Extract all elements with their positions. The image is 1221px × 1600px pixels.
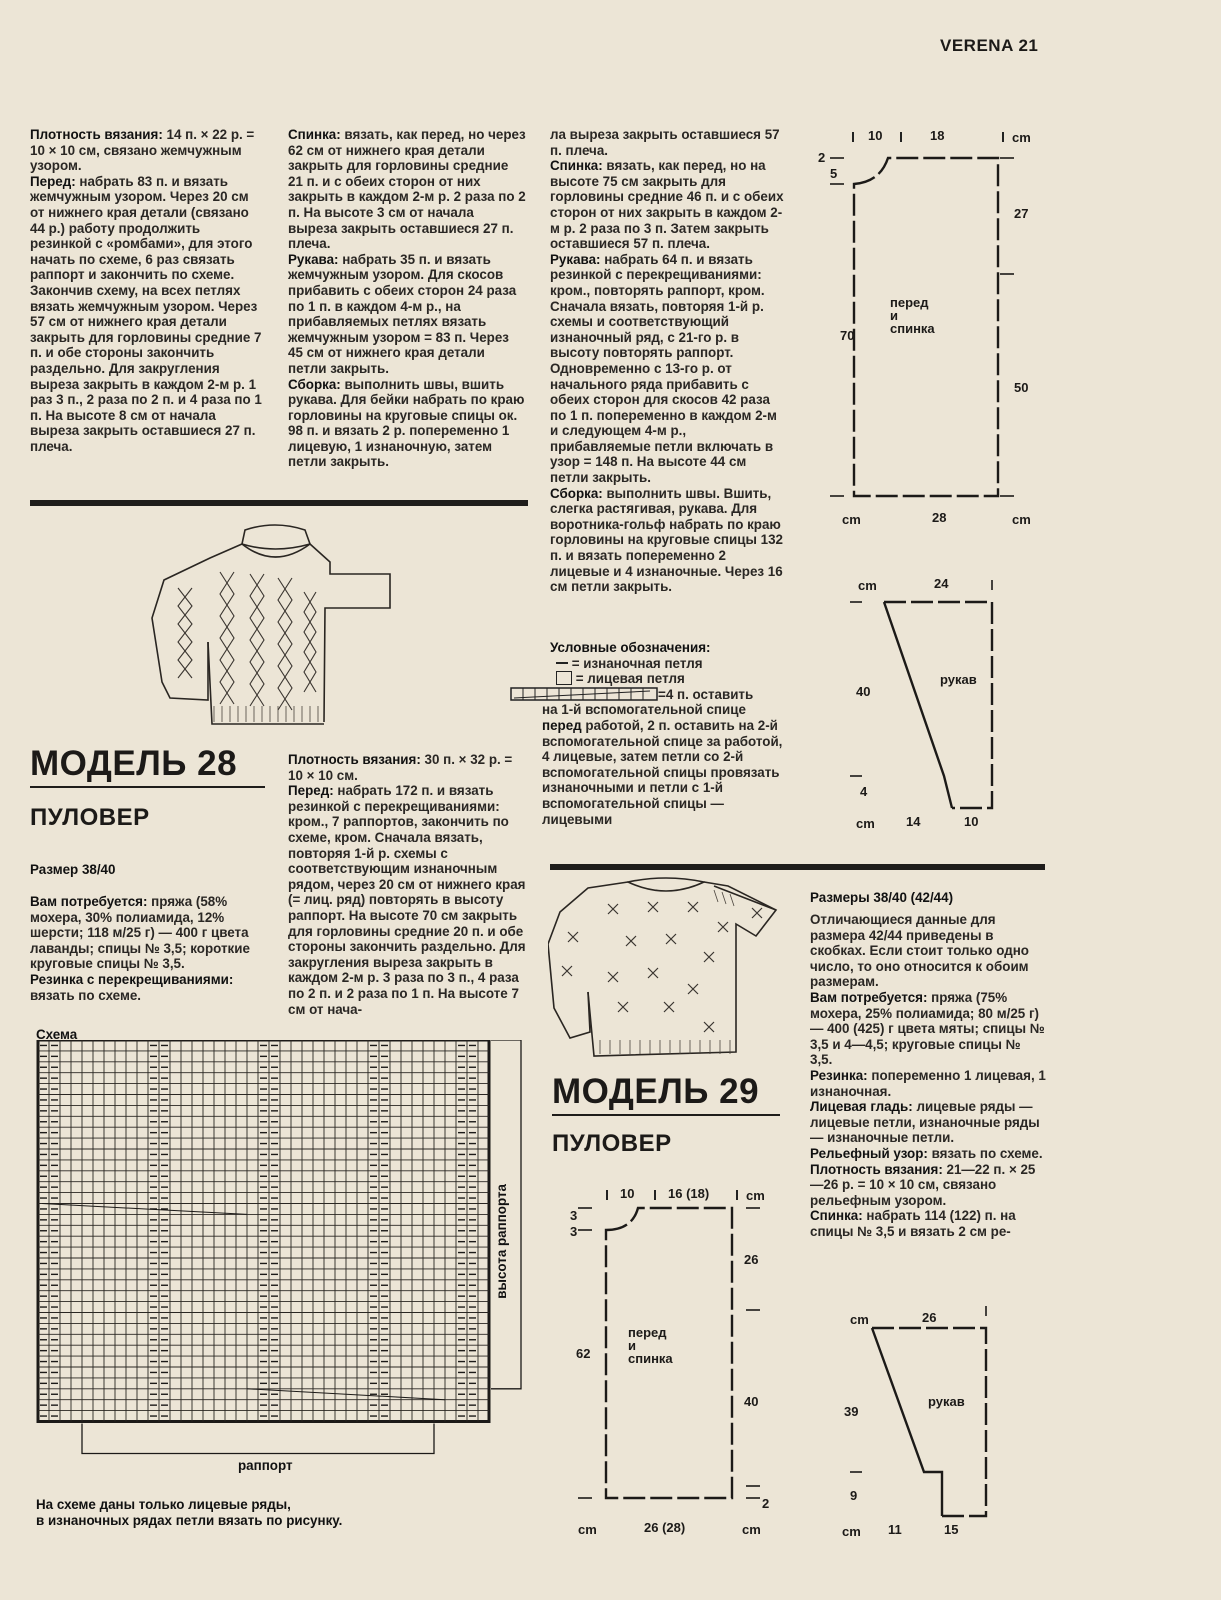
- paragraph-label: Перед:: [30, 173, 76, 189]
- paragraph-label: Вам потребуется:: [30, 894, 148, 909]
- d28s-left-40: 40: [856, 684, 871, 699]
- d28-top-18: 18: [930, 128, 945, 143]
- paragraph-text: выполнить швы. Вшить, слегка растягивая, рукава. Для воротника-гольф набрать по краю горловины на круговые спицы 132 п. и вязать попеременно 2 лицевые и 4 изнаночные. Через 16 см петли закрыть.: [550, 485, 783, 595]
- chart-note: [36, 1497, 342, 1528]
- paragraph-text: пряжа (58% мохера, 30% полиамида, 12% шерсти; 118 м/25 г) — 400 г цвета лаванды; спицы № 3,5; короткие круговые спицы № 3,5.: [30, 894, 250, 972]
- d28-bottom-cm-left: cm: [842, 512, 861, 527]
- diagram-28-sleeve: [850, 580, 1010, 820]
- legend: [542, 640, 785, 827]
- paragraph-text: набрать 83 п. и вязать жемчужным узором. Через 20 см от нижнего края детали (связано 44 р.) работу продолжить резинкой с «ромбами», для этого начать по схеме, 6 раз связать раппорт и закончить по схеме. Закончив схему, на всех петлях вязать жемчужным узором. Через 57 см от нижнего края детали закрыть для горловины средние 7 п. и обе стороны закончить раздельно. Для закругления выреза закрыть в каждом 2-м р. 1 раз 3 п., 2 раза по 2 п. и 4 раза по 1 п. На высоте 8 см от начала выреза закрыть оставшиеся 27 п. плеча.: [30, 173, 262, 454]
- paragraph: [288, 377, 526, 471]
- d29s-label: рукав: [928, 1394, 965, 1409]
- d29-body-label: перед и спинка: [628, 1325, 673, 1366]
- paragraph: [30, 972, 266, 1003]
- paragraph-label: Лицевая гладь:: [810, 1099, 913, 1115]
- d29-right-2: 2: [762, 1496, 770, 1511]
- paragraph-text: 30 п. × 32 р. = 10 × 10 см.: [288, 752, 513, 783]
- paragraph-label: Вам потребуется:: [810, 989, 928, 1005]
- schema-label: Схема: [36, 1027, 78, 1042]
- d29s-bottom-15: 15: [944, 1522, 959, 1537]
- chart-note-line-1: На схеме даны только лицевые ряды,: [36, 1497, 291, 1512]
- paragraph: [30, 894, 266, 972]
- paragraph-label: Рукава:: [550, 251, 601, 267]
- paragraph: [288, 127, 526, 252]
- legend-title: Условные обозначения:: [550, 640, 711, 655]
- d28-top-10: 10: [868, 128, 883, 143]
- d28-left-top-5: 5: [830, 166, 838, 181]
- d28-left-top-2: 2: [818, 150, 826, 165]
- paragraph: [810, 912, 1046, 990]
- paragraph-text: вязать, как перед, но на высоте 75 см закрыть для горловины средние 46 п. и с обеих сторон от них закрыть в каждом 2-м р. 2 раза по 3 п. Затем закрыть оставшиеся 57 п. плеча.: [550, 158, 784, 252]
- paragraph-text: выполнить швы, вшить рукава. Для бейки набрать по краю горловины на круговые спицы ок. 98 п. и вязать 2 р. попеременно 1 лицевую, 1 изнаночную, затем петли закрыть.: [288, 376, 525, 470]
- cross-symbol-text: =4 п. оставить: [658, 686, 754, 702]
- d28s-label: рукав: [940, 672, 977, 687]
- paragraph-label: Спинка:: [550, 158, 603, 174]
- legend-cross-desc: на 1-й вспомогательной спице перед работой, 2 п. оставить на 2-й вспомогательной спице за работой, 4 лицевые, затем петли со 2-й вспомогательной спицы провязать изнаночными и петли с 1-й вспомогательной спицы — лицевыми: [542, 702, 783, 827]
- rapport-label: раппорт: [238, 1458, 293, 1473]
- paragraph-text: пряжа (75% мохера, 25% полиамида; 80 м/25 г) — 400 (425) г цвета мяты; спицы № 3,5 и 4—4,5; круговые спицы № 3,5.: [810, 989, 1045, 1068]
- d29-bottom-26: 26 (28): [644, 1520, 686, 1535]
- paragraph: [288, 252, 526, 377]
- paragraph-label: Рельефный узор:: [810, 1145, 928, 1161]
- d29-bottom-cm-right: cm: [742, 1522, 761, 1537]
- paragraph-text: лицевые ряды — лицевые петли, изнаночные ряды — изнаночные петли.: [810, 1099, 1040, 1146]
- section-divider-right: [550, 864, 1045, 870]
- model-28-middle-text: [288, 752, 526, 1017]
- paragraph-text: ла выреза закрыть оставшиеся 57 п. плеча.: [550, 127, 780, 158]
- d28-bottom-28: 28: [932, 510, 947, 525]
- paragraph: [810, 1208, 1046, 1239]
- d28-body-label: перед и спинка: [890, 295, 935, 336]
- d29s-top-cm: cm: [850, 1312, 869, 1327]
- paragraph-text: попеременно 1 лицевая, 1 изнаночная.: [810, 1067, 1046, 1099]
- page-number: 21: [1018, 36, 1039, 55]
- model-29-title: МОДЕЛЬ 29: [552, 1072, 760, 1111]
- model-29-underline: [552, 1114, 780, 1116]
- diagram-28-body: [820, 128, 1050, 530]
- d28s-top-24: 24: [934, 576, 949, 591]
- d29s-top-26: 26: [922, 1310, 937, 1325]
- paragraph-text: вязать по схеме.: [30, 987, 142, 1003]
- paragraph: [30, 174, 262, 455]
- paragraph-label: Спинка:: [288, 127, 341, 142]
- model-29-subtitle: ПУЛОВЕР: [552, 1130, 672, 1157]
- model-28-underline: [30, 786, 265, 788]
- paragraph: [288, 783, 526, 1017]
- paragraph-text: вязать, как перед, но через 62 см от нижнего края детали закрыть для горловины средние 21 п. и с обеих сторон от них закрыть в каждом 2-м р. 2 раза по 2 п. На высоте 3 см от начала выреза закрыть оставшиеся 27 п. плеча.: [288, 127, 526, 252]
- page-header: [940, 36, 1038, 56]
- paragraph-label: Спинка:: [810, 1208, 863, 1224]
- paragraph: [810, 1099, 1046, 1146]
- cross-symbol: [510, 687, 658, 701]
- model-28-materials: [30, 894, 266, 1003]
- paragraph-text: 14 п. × 22 р. = 10 × 10 см, связано жемчужным узором.: [30, 127, 255, 174]
- model-28-title: МОДЕЛЬ 28: [30, 744, 238, 783]
- d28s-bottom-14: 14: [906, 814, 921, 829]
- paragraph: [810, 1146, 1046, 1162]
- d29-left-top-3a: 3: [570, 1208, 578, 1223]
- model-28-subtitle: ПУЛОВЕР: [30, 804, 150, 831]
- paragraph-label: Плотность вязания:: [810, 1161, 943, 1177]
- sweater-28-sketch: [150, 522, 410, 744]
- d29-top-10: 10: [620, 1186, 635, 1201]
- col3-text: [550, 127, 785, 595]
- d29s-left-39: 39: [844, 1404, 859, 1419]
- paragraph-text: 21—22 п. × 25—26 р. = 10 × 10 см, связано рельефным узором.: [810, 1161, 1036, 1208]
- purl-symbol: [556, 662, 568, 664]
- col2-top-text: [288, 127, 526, 470]
- d28-top-ticks: [852, 132, 1002, 142]
- d29s-left-9: 9: [850, 1488, 858, 1503]
- d29-top-16: 16 (18): [668, 1186, 710, 1201]
- section-divider-left: [30, 500, 528, 506]
- paragraph: [550, 127, 785, 158]
- paragraph-text: набрать 64 п. и вязать резинкой с перекрещиваниями: кром., повторять раппорт, кром. Сначала вязать, повторяя 1-й р. схемы и соответствующий изнаночный ряд, с 21-го р. в высоту повторять раппорт. Одновременно с 13-го р. от начального ряда прибавить с обеих сторон для скосов 42 раза по 1 п. попеременно в каждом 2-м и следующем 4-м р., прибавляемые петли включать в узор = 148 п. На высоте 44 см петли закрыть.: [550, 251, 777, 486]
- paragraph-label: Рукава:: [288, 251, 339, 267]
- d29s-bottom-11: 11: [888, 1522, 902, 1537]
- paragraph: [550, 252, 785, 486]
- chart-note-line-2: в изнаночных рядах петли вязать по рисунку.: [36, 1512, 343, 1528]
- d28-right-27: 27: [1014, 206, 1029, 221]
- paragraph-label: Перед:: [288, 783, 334, 799]
- paragraph: [810, 1162, 1046, 1209]
- sweater-29-sketch: [548, 872, 796, 1068]
- d28-bottom-cm-right: cm: [1012, 512, 1031, 527]
- d28-top-cm: cm: [1012, 130, 1031, 145]
- paragraph: [288, 752, 526, 783]
- col1-top-text: [30, 127, 262, 454]
- d29-right-26: 26: [744, 1252, 759, 1267]
- legend-item-purl: = изнаночная петля: [550, 656, 785, 672]
- d29-right-40: 40: [744, 1394, 759, 1409]
- d29-top-cm: cm: [746, 1188, 765, 1203]
- magazine-name: VERENA: [940, 36, 1014, 55]
- model-29-text: [810, 912, 1046, 1239]
- paragraph-label: Плотность вязания:: [288, 752, 421, 767]
- paragraph: [810, 990, 1046, 1068]
- knit-chart: [30, 1040, 530, 1496]
- d28-left-70: 70: [840, 328, 855, 343]
- d28s-bottom-10: 10: [964, 814, 979, 829]
- paragraph-text: набрать 35 п. и вязать жемчужным узором. Для скосов прибавить с обеих сторон 24 раза по 1 п. в каждом 4-м р., на прибавляемых петлях вязать жемчужным узором = 83 п. Через 45 см от нижнего края детали петли закрыть.: [288, 251, 517, 376]
- paragraph-label: Плотность вязания:: [30, 127, 163, 142]
- d29-bottom-cm-left: cm: [578, 1522, 597, 1537]
- model-28-size: Размер 38/40: [30, 862, 116, 877]
- d28s-top-cm: cm: [858, 578, 877, 593]
- legend-item-cross: [510, 687, 785, 703]
- paragraph-text: набрать 114 (122) п. на спицы № 3,5 и вязать 2 см ре-: [810, 1208, 1016, 1239]
- d29-left-top-3b: 3: [570, 1224, 578, 1239]
- paragraph-text: набрать 172 п. и вязать резинкой с перекрещиваниями: кром., 7 раппортов, закончить по схеме, кром. Сначала вязать, повторяя 1-й р. схемы с соответствующим изнаночным рядом, через 20 см от нижнего края (= лиц. ряд) повторять в высоту раппорт. На высоте 70 см закрыть для горловины средние 20 п. и обе стороны закончить раздельно. Для закругления выреза закрыть в каждом 2-м р. 3 раза по 3 п., 4 раза по 2 п. и 2 раза по 1 п. На высоте 7 см от нача-: [288, 783, 526, 1017]
- paragraph: [810, 1068, 1046, 1099]
- paragraph-text: вязать по схеме.: [927, 1145, 1043, 1161]
- d29-left-62: 62: [576, 1346, 591, 1361]
- rapport-height-label: высота раппорта: [494, 1184, 509, 1299]
- paragraph-text: Отличающиеся данные для размера 42/44 приведены в скобках. Если стоит только одно число, то оно относится к обоим размерам.: [810, 912, 1029, 990]
- paragraph-label: Сборка:: [288, 376, 341, 392]
- d29-top-ticks: [606, 1190, 736, 1200]
- paragraph-label: Резинка с перекрещиваниями:: [30, 971, 234, 987]
- knit-symbol: [556, 671, 572, 685]
- model-29-size: Размеры 38/40 (42/44): [810, 890, 954, 905]
- legend-item-knit: = лицевая петля: [550, 671, 785, 687]
- d28-right-50: 50: [1014, 380, 1029, 395]
- d28s-bottom-cm: cm: [856, 816, 875, 831]
- paragraph: [30, 127, 262, 174]
- paragraph-label: Сборка:: [550, 485, 603, 501]
- d28s-left-4: 4: [860, 784, 868, 799]
- d29s-bottom-cm: cm: [842, 1524, 861, 1539]
- paragraph-label: Резинка:: [810, 1067, 868, 1083]
- diagram-29-sleeve: [850, 1306, 1010, 1536]
- paragraph: [550, 486, 785, 595]
- paragraph: [550, 158, 785, 252]
